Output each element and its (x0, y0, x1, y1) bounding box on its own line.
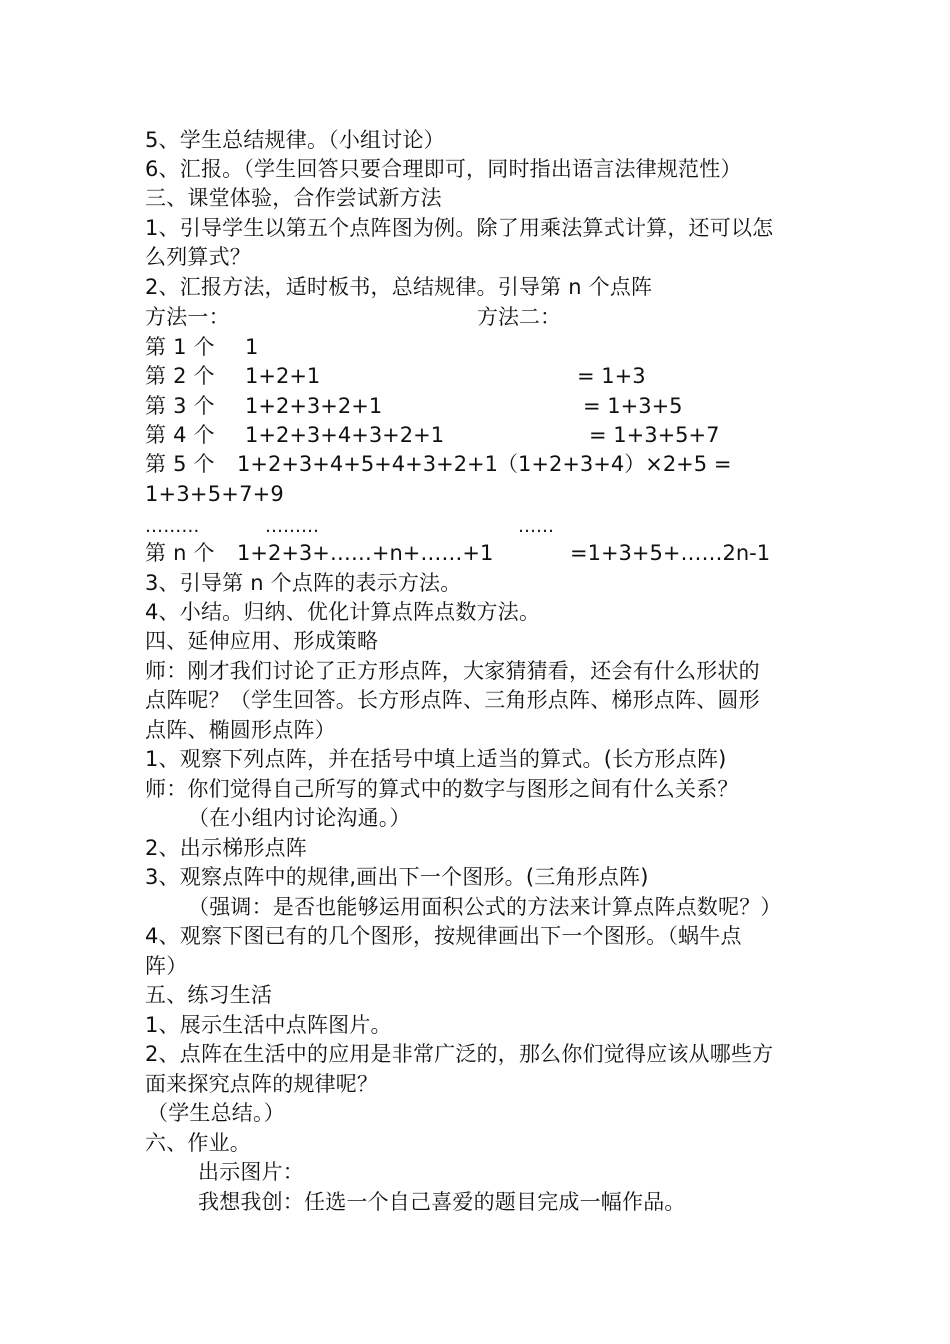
method2-expr: = 1+3 (577, 364, 646, 388)
text-line: 4、小结。归纳、优化计算点阵点数方法。 (145, 600, 541, 624)
text-line: （学生总结。） (147, 1101, 285, 1125)
text-line: 面来探究点阵的规律呢？ (145, 1072, 379, 1096)
row-label: 第 4 个 (145, 423, 215, 447)
method1-expr: 1+2+3+4+3+2+1 (245, 423, 445, 447)
section-heading: 三、课堂体验，合作尝试新方法 (145, 186, 442, 210)
text-line: 点阵、椭圆形点阵） (145, 718, 336, 742)
text-line: 1、观察下列点阵，并在括号中填上适当的算式。(长方形点阵) (145, 747, 727, 771)
method1-expr: 1+2+3+4+5+4+3+2+1 (237, 452, 499, 476)
method1-expr: 1+2+3+……+n+……+1 (237, 541, 494, 565)
text-line: 我想我创：任选一个自己喜爱的题目完成一幅作品。 (198, 1190, 686, 1214)
method2-expr: = 1+3+5 (583, 394, 683, 418)
section-heading: 六、作业。 (145, 1131, 251, 1155)
method2-expr: = 1+3+5+7 (589, 423, 720, 447)
text-line: 点阵呢？（学生回答。长方形点阵、三角形点阵、梯形点阵、圆形 (145, 688, 760, 712)
row-label: 第 2 个 (145, 364, 215, 388)
text-line: （强调：是否也能够运用面积公式的方法来计算点阵点数呢？） (188, 895, 782, 919)
method1-label: 方法一： (145, 305, 230, 329)
text-line: 2、出示梯形点阵 (145, 836, 307, 860)
method2-expr: =1+3+5+……2n-1 (570, 541, 771, 565)
text-line: 4、观察下图已有的几个图形，按规律画出下一个图形。（蜗牛点 (145, 924, 742, 948)
section-heading: 四、延伸应用、形成策略 (145, 629, 379, 653)
method2-label: 方法二： (477, 305, 561, 329)
row-label: 第 3 个 (145, 394, 215, 418)
text-line: 1、引导学生以第五个点阵图为例。除了用乘法算式计算，还可以怎 (145, 216, 774, 240)
text-line: 2、汇报方法，适时板书，总结规律。引导第 n 个点阵 (145, 275, 653, 299)
method1-expr: 1 (245, 335, 259, 359)
row-label: 第 5 个 (145, 452, 215, 476)
text-line: 师：你们觉得自己所写的算式中的数字与图形之间有什么关系？ (145, 777, 739, 801)
ellipsis: ……… (265, 516, 319, 537)
text-line: 2、点阵在生活中的应用是非常广泛的，那么你们觉得应该从哪些方 (145, 1042, 774, 1066)
row-label: 第 n 个 (145, 541, 215, 565)
ellipsis: ……… (145, 516, 200, 537)
text-line: （在小组内讨论沟通。） (188, 806, 411, 830)
method2-expr: （1+2+3+4）×2+5 = (497, 452, 732, 476)
method1-expr: 1+2+1 (245, 364, 321, 388)
text-line: 么列算式？ (145, 245, 251, 269)
text-line: 3、引导第 n 个点阵的表示方法。 (145, 571, 462, 595)
text-line: 出示图片： (198, 1160, 304, 1184)
ellipsis: …… (518, 516, 554, 537)
text-line: 3、观察点阵中的规律,画出下一个图形。(三角形点阵) (145, 865, 649, 889)
text-line: 1、展示生活中点阵图片。 (145, 1013, 392, 1037)
text-line: 师：刚才我们讨论了正方形点阵，大家猜猜看，还会有什么形状的 (145, 659, 760, 683)
method1-expr: 1+2+3+2+1 (245, 394, 383, 418)
text-line: 5、学生总结规律。（小组讨论） (145, 128, 445, 152)
row-label: 第 1 个 (145, 335, 215, 359)
text-line: 阵） (145, 954, 188, 978)
text-line: 6、汇报。（学生回答只要合理即可，同时指出语言法律规范性） (145, 157, 742, 181)
section-heading: 五、练习生活 (145, 983, 273, 1007)
method2-expr-cont: 1+3+5+7+9 (145, 482, 284, 506)
